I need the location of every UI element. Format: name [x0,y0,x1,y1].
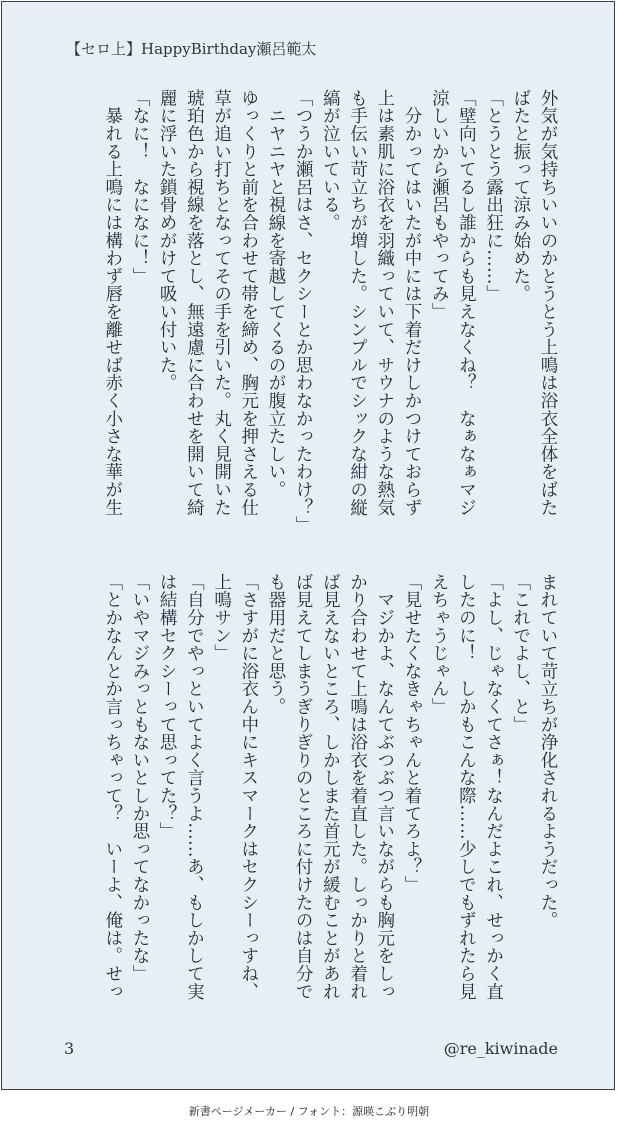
generator-credit: 新書ページメーカー / フォント：源暎こぶり明朝 [188,1105,430,1118]
text-column-bottom: まれていて苛立ちが浄化されるようだった。 「これでよし、と」 「よし、じゃなくてさぁ！なんだよこれ、せっかく直 したのに！ しかもこんな際……少しでもずれたら見 えちゃうじゃん」 「見せたくなきゃちゃんと着てろよ？」 マジかよ、なんてぶつぶつ言いながらも胸元をしっ かり合わせて上鳴は浴衣を着直した。しっかりと着れ ば見えないところ、しかしまた首元が緩むことがあれ ば見えてしまうぎりぎりのところに付けたのは自分で も器用だと思う。 「さすがに浴衣ん中にキスマークはセクシーっすね、 上鳴サン」 「自分でやっといてよく言うよ……あ、もしかして実 は結構セクシーって思ってた？」 「いやマジみっともないとしか思ってなかったな」 「とかなんとか言っちゃって？ いーよ、俺は。せっ [102,573,558,1001]
text-column-top: 外気が気持ちいいのかとうとう上鳴は浴衣全体をばた ばたと振って涼み始めた。 「とうとう露出狂に……」 「壁向いてるし誰からも見えなくね？ なぁなぁマジ 涼しいから瀬呂もやってみ」 分かってはいたが中には下着だけしかつけておらず 上は素肌に浴衣を羽織っていて、サウナのような熱気 も手伝い苛立ちが増した。シンプルでシックな紺の縦 縞が泣いている。 「つうか瀬呂はさ、セクシーとか思わなかったわけ？」 ニヤニヤと視線を寄越してくるのが腹立たしい。 ゆっくりと前を合わせて帯を締め、胸元を押さえる仕 草が追い打ちとなってその手を引いた。丸く見開いた 琥珀色から視線を落とし、無遠慮に合わせを開いて綺 麗に浮いた鎖骨めがけて吸い付いた。 「なに！ なになに！」 暴れる上鳴には構わず唇を離せば赤く小さな華が生 [102,89,558,534]
author-handle: @re_kiwinade [443,1039,558,1058]
page-number: 3 [64,1039,75,1058]
page-header-title: 【セロ上】HappyBirthday瀬呂範太 [66,40,317,58]
manuscript-page [1,1,615,1090]
